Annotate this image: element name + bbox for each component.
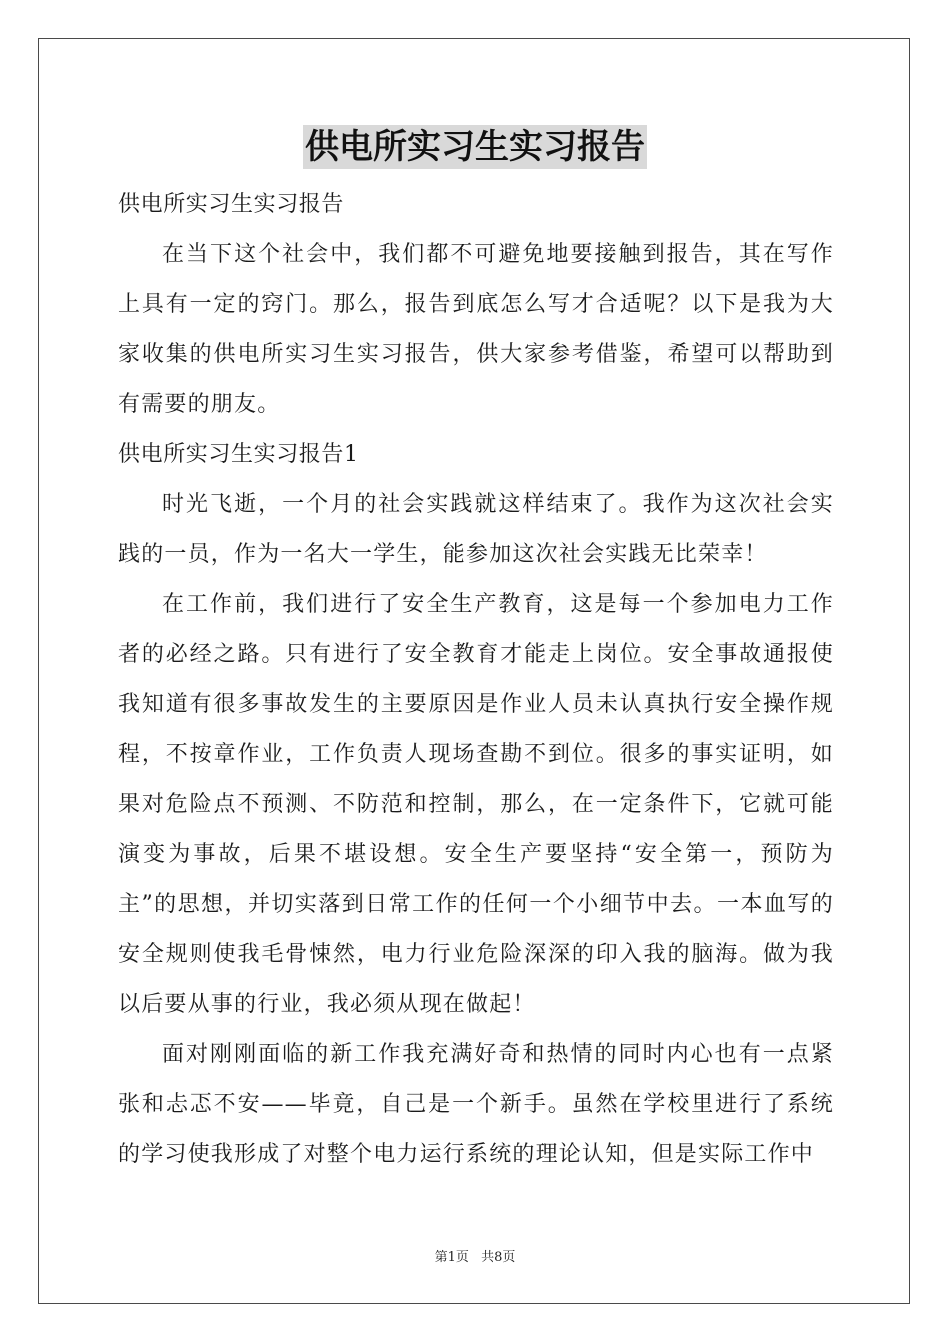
- document-body: [118, 180, 834, 1180]
- page-number: 第1页: [434, 1250, 469, 1265]
- page-footer: [0, 1246, 950, 1265]
- document-title: 供电所实习生实习报告: [305, 127, 645, 167]
- body-paragraph: 时光飞逝，一个月的社会实践就这样结束了。我作为这次社会实践的一员，作为一名大一学生，能参加这次社会实践无比荣幸！: [118, 492, 834, 567]
- title-container: [0, 125, 950, 169]
- body-paragraph: 面对刚刚面临的新工作我充满好奇和热情的同时内心也有一点紧张和忐忑不安——毕竟，自己是一个新手。虽然在学校里进行了系统的学习使我形成了对整个电力运行系统的理论认知，但是实际工作中: [118, 1042, 834, 1167]
- intro-paragraph: 在当下这个社会中，我们都不可避免地要接触到报告，其在写作上具有一定的窍门。那么，报告到底怎么写才合适呢？以下是我为大家收集的供电所实习生实习报告，供大家参考借鉴，希望可以帮助到有需要的朋友。: [118, 242, 834, 417]
- section-heading: 供电所实习生实习报告1: [118, 442, 359, 467]
- body-paragraph: 在工作前，我们进行了安全生产教育，这是每一个参加电力工作者的必经之路。只有进行了安全教育才能走上岗位。安全事故通报使我知道有很多事故发生的主要原因是作业人员未认真执行安全操作规程，不按章作业，工作负责人现场查勘不到位。很多的事实证明，如果对危险点不预测、不防范和控制，那么，在一定条件下，它就可能演变为事故，后果不堪设想。安全生产要坚持“安全第一，预防为主”的思想，并切实落到日常工作的任何一个小细节中去。一本血写的安全规则使我毛骨悚然，电力行业危险深深的印入我的脑海。做为我以后要从事的行业，我必须从现在做起！: [118, 592, 834, 1017]
- page-total: 共8页: [481, 1250, 516, 1265]
- document-subtitle: 供电所实习生实习报告: [118, 192, 345, 217]
